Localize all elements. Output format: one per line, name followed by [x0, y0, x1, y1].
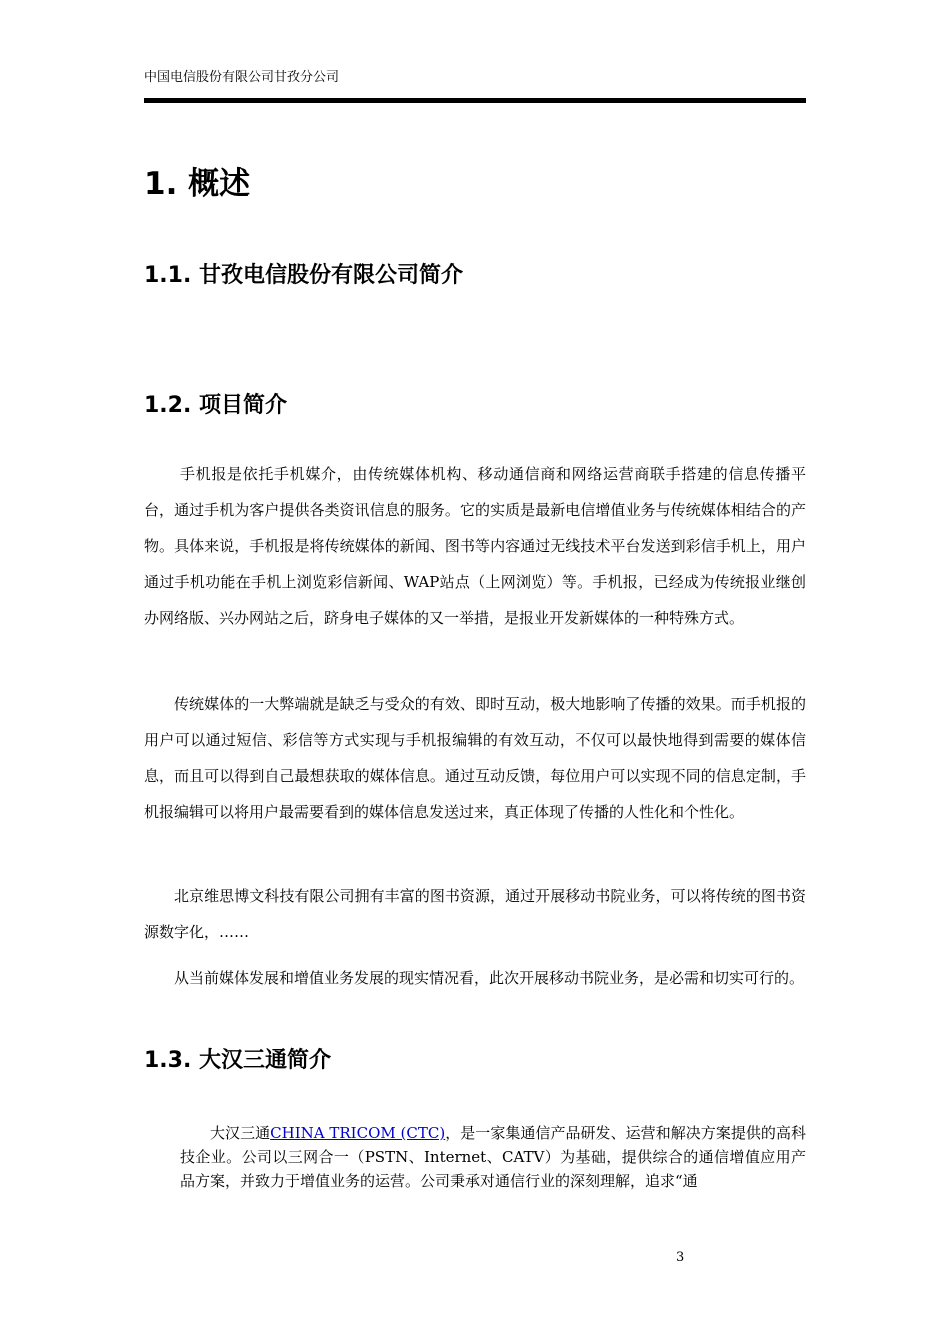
paragraph-ctc — [180, 1121, 806, 1193]
paragraph-mobile-newspaper: 手机报是依托手机媒介，由传统媒体机构、移动通信商和网络运营商联手搭建的信息传播平台，通过手机为客户提供各类资讯信息的服务。它的实质是最新电信增值业务与传统媒体相结合的产物。具体来说，手机报是将传统媒体的新闻、图书等内容通过无线技术平台发送到彩信手机上，用户通过手机功能在手机上浏览彩信新闻、WAP站点（上网浏览）等。手机报，已经成为传统报业继创办网络版、兴办网站之后，跻身电子媒体的又一举措，是报业开发新媒体的一种特殊方式。 — [144, 465, 806, 627]
header-rule — [144, 98, 806, 103]
ctc-link[interactable]: CHINA TRICOM (CTC) — [270, 1124, 446, 1142]
section-heading-overview: 1. 概述 — [144, 166, 251, 202]
paragraph-feasibility: 从当前媒体发展和增值业务发展的现实情况看，此次开展移动书院业务，是必需和切实可行的。 — [174, 969, 805, 987]
ctc-text-pre: 大汉三通 — [210, 1124, 271, 1142]
paragraph-book-resources: 北京维思博文科技有限公司拥有丰富的图书资源，通过开展移动书院业务，可以将传统的图书资源数字化，…… — [144, 887, 806, 941]
page-number: 3 — [676, 1250, 685, 1265]
ctc-text-post: ，是一家集通信产品研发、运营和解决方案提供的高科技企业。公司以三网合一（PSTN、Internet、CATV）为基础，提供综合的通信增值应用产品方案，并致力于增值业务的运营。公司秉承对通信行业的深刻理解，追求“通 — [180, 1124, 806, 1190]
running-header: 中国电信股份有限公司甘孜分公司 — [144, 70, 340, 85]
subsection-heading-ctc-intro: 1.3. 大汉三通简介 — [144, 1048, 331, 1073]
subsection-heading-company-intro: 1.1. 甘孜电信股份有限公司简介 — [144, 263, 463, 288]
paragraph-interaction: 传统媒体的一大弊端就是缺乏与受众的有效、即时互动，极大地影响了传播的效果。而手机报的用户可以通过短信、彩信等方式实现与手机报编辑的有效互动，不仅可以最快地得到需要的媒体信息，而且可以得到自己最想获取的媒体信息。通过互动反馈，每位用户可以实现不同的信息定制，手机报编辑可以将用户最需要看到的媒体信息发送过来，真正体现了传播的人性化和个性化。 — [144, 695, 806, 821]
subsection-heading-project-intro: 1.2. 项目简介 — [144, 393, 287, 418]
